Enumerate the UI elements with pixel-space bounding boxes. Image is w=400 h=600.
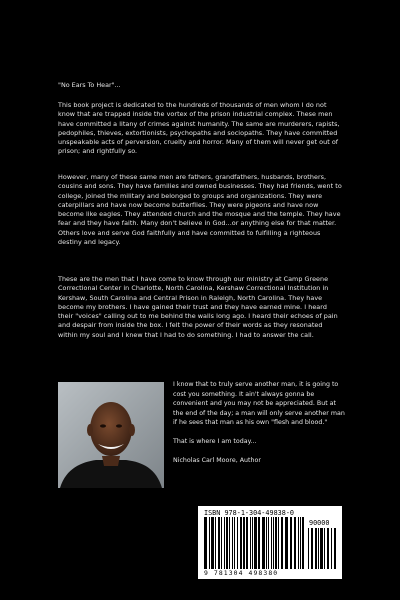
barcode-bar (327, 528, 329, 569)
barcode-bar (300, 517, 301, 569)
barcode-bar (275, 517, 277, 569)
heading: "No Ears To Hear"... (58, 81, 121, 89)
barcode-bar (290, 517, 292, 569)
barcode-bar (258, 517, 260, 569)
barcode-bar (294, 517, 296, 569)
barcode-bar (308, 528, 309, 569)
price-code: 90000 (309, 519, 330, 527)
barcode-bar (224, 517, 225, 569)
barcode-bar (324, 528, 325, 569)
barcode-bar (320, 528, 323, 569)
barcode-bar (311, 528, 313, 569)
isbn-text: ISBN 978-1-304-49838-0 (204, 509, 295, 517)
barcode-bar (246, 517, 248, 569)
barcode-bar (334, 528, 336, 569)
barcode-bar (234, 517, 235, 569)
isbn-barcode (198, 506, 342, 579)
barcode-bar (226, 517, 228, 569)
author-name: Nicholas Carl Moore, Author (173, 456, 261, 464)
barcode-bar (271, 517, 272, 569)
barcode-bar (268, 517, 269, 569)
barcode-bar (315, 528, 317, 569)
author-note-closing: That is where I am today... (173, 437, 257, 445)
barcode-bar (250, 517, 251, 569)
price-barcode-bars-icon (308, 528, 336, 569)
author-portrait-image (58, 382, 164, 488)
author-photo (58, 382, 164, 488)
barcode-bar (262, 517, 265, 569)
barcode-bar (252, 517, 253, 569)
barcode-bar (232, 517, 233, 569)
barcode-bar (266, 517, 267, 569)
barcode-bar (229, 517, 230, 569)
barcode-bar (221, 517, 222, 569)
author-note-text: I know that to truly serve another man, it is going to cost you something. It ain't always gonna be convenient and you may not be appreciated. But at the end of the day; a man will only serve another man if he sees that man as his own "flesh and blood." (173, 381, 345, 427)
barcode-bar (298, 517, 299, 569)
barcode-bar (215, 517, 216, 569)
barcode-bar (240, 517, 242, 569)
paragraph-men: However, many of these same men are fathers, grandfathers, husbands, brothers, cousins and sons. They have families and owned businesses. They had friends, went to college, joined the military and belonged to groups and organizations. They were caterpillars and have now become butterflies. They were pigeons and have now become like eagles. They attended church and the mosque and the temple. They have fear and they have faith. Many don't believe in God...or anything else for that matter. Others love and serve God faithfully and have committed to fulfilling a righteous destiny and legacy. (58, 173, 342, 247)
barcode-digits: 9 781304 498380 (204, 569, 279, 577)
barcode-bar (209, 517, 210, 569)
barcode-bar (243, 517, 245, 569)
barcode-bar (285, 517, 288, 569)
barcode-bar (302, 517, 304, 569)
author-note (173, 380, 348, 474)
barcode-bar (218, 517, 220, 569)
barcode-bar (318, 528, 319, 569)
barcode-bar (273, 517, 274, 569)
barcode-bar (281, 517, 283, 569)
paragraph-dedication: This book project is dedicated to the hundreds of thousands of men whom I do not know that are trapped inside the vortex of the prison industrial complex. These men have committed a litany of crimes against humanity. The same are murderers, rapists, pedophiles, thieves, extortionists, psychopaths and sociopaths. They have committed unspeakable acts of perversion, cruelty and horror. Many of them will never get out of prison; and rightfully so. (58, 101, 340, 156)
barcode-bar (211, 517, 214, 569)
barcode-bar (254, 517, 257, 569)
barcode-bar (278, 517, 279, 569)
barcode-bars-icon (204, 517, 304, 569)
paragraph-ministry: These are the men that I have come to know through our ministry at Camp Greene Correctional Center in Charlotte, North Carolina, Kershaw Correctional Institution in Kershaw, South Carolina and Central Prison in Raleigh, North Carolina. They have become my brothers. I have gained their trust and they have earned mine. I heard their "voices" calling out to me behind the walls long ago. I heard their echoes of pain and despair from inside the box. I felt the power of their words as they resonated within my soul and I knew that I had to do something. I had to answer the call. (58, 275, 338, 339)
barcode-bar (237, 517, 238, 569)
barcode-bar (204, 517, 207, 569)
barcode-bar (331, 528, 332, 569)
